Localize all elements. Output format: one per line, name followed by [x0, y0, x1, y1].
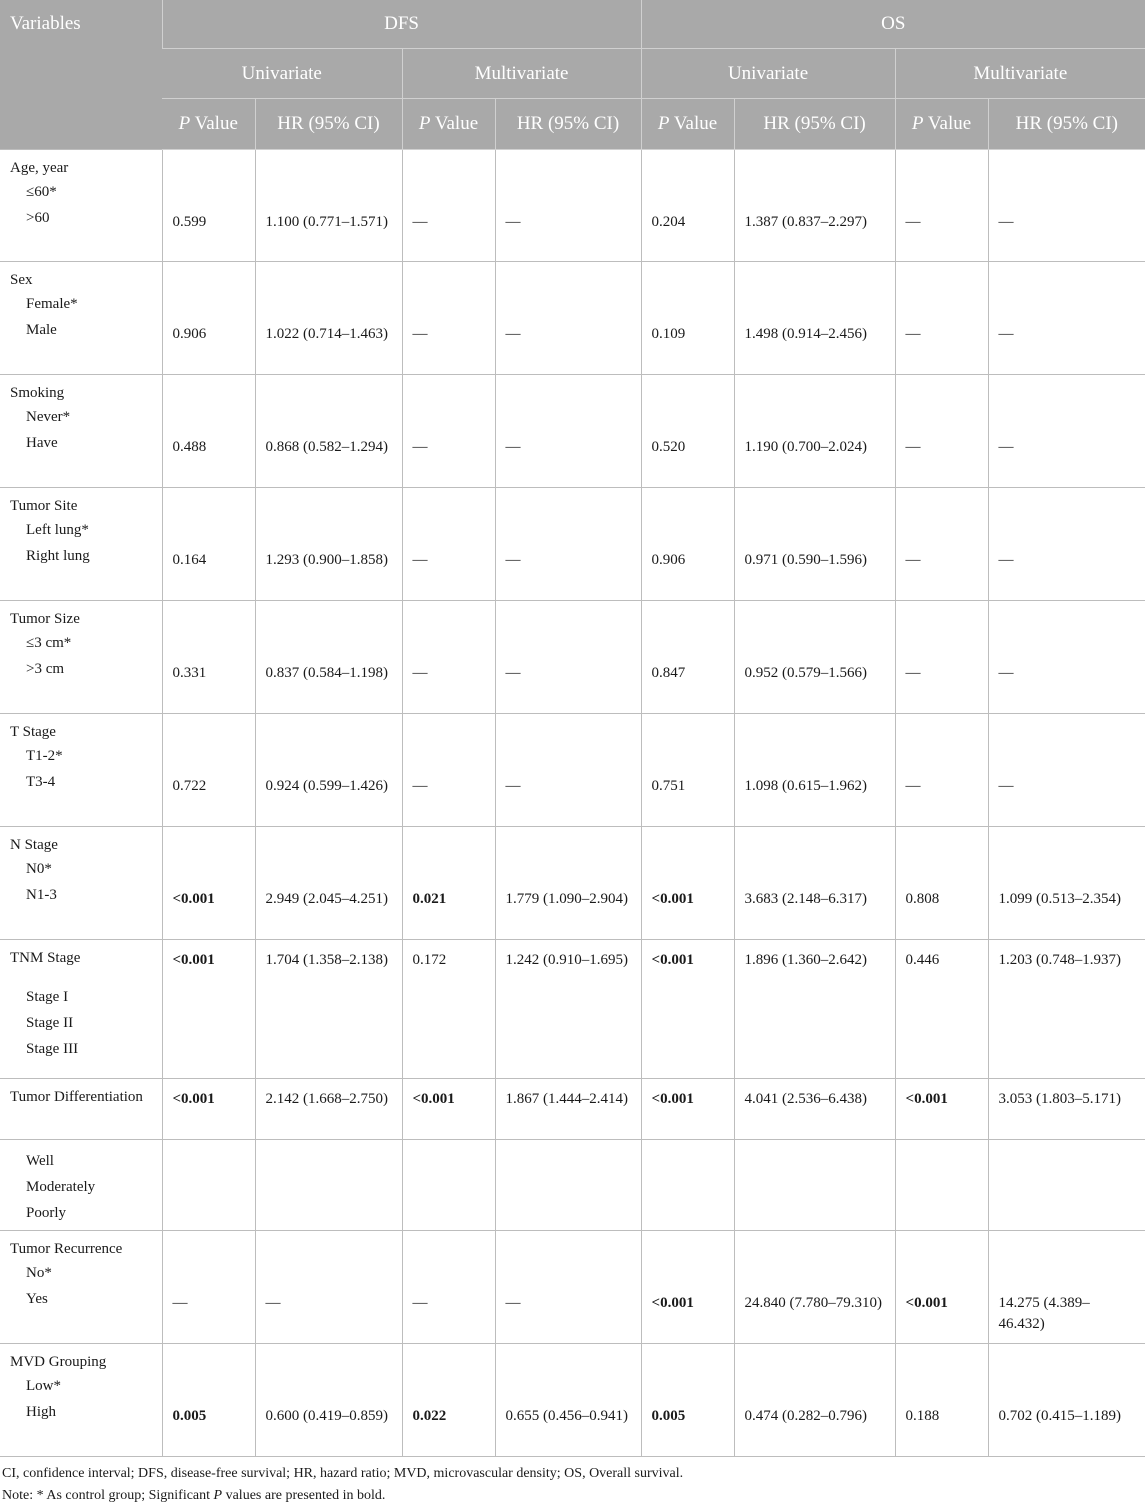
p-value: <0.001	[651, 1295, 694, 1311]
p-value-cell	[641, 940, 734, 1079]
hr-cell	[495, 714, 641, 827]
p-value: 0.808	[905, 891, 940, 907]
hr-cell	[255, 601, 402, 714]
header-p-value: P Value	[895, 99, 988, 150]
p-value: —	[412, 1295, 428, 1311]
p-value: —	[412, 552, 428, 568]
p-value: —	[905, 552, 921, 568]
footnote-note: Note: * As control group; Significant P values are presented in bold.	[2, 1488, 386, 1503]
p-value-cell	[402, 1231, 495, 1344]
hazard-ratio: 0.868 (0.582–1.294)	[265, 439, 388, 455]
hr-cell	[988, 1344, 1145, 1457]
p-value-cell	[895, 714, 988, 827]
hr-cell	[495, 488, 641, 601]
variable-level: Stage III	[26, 1041, 79, 1057]
p-value-cell	[402, 1079, 495, 1140]
header-os-univariate: Univariate	[641, 49, 895, 99]
hazard-ratio: 3.053 (1.803–5.171)	[998, 1091, 1122, 1107]
hr-cell	[734, 1344, 895, 1457]
variable-title: Tumor Differentiation	[10, 1089, 143, 1105]
variable-cell	[0, 150, 162, 262]
hr-cell	[495, 827, 641, 940]
variable-level: High	[26, 1404, 56, 1420]
p-value: —	[905, 665, 921, 681]
hazard-ratio: 24.840 (7.780–79.310)	[744, 1295, 883, 1311]
p-value-cell	[641, 601, 734, 714]
variable-level: >60	[26, 210, 50, 226]
hr-cell	[255, 827, 402, 940]
header-p-value: P Value	[402, 99, 495, 150]
p-value: 0.172	[412, 952, 447, 968]
p-value-cell	[895, 262, 988, 375]
hr-cell	[734, 1140, 895, 1231]
hr-cell	[988, 488, 1145, 601]
p-value-cell	[162, 601, 255, 714]
table-row	[0, 1079, 1145, 1140]
variable-level: ≤3 cm*	[26, 635, 72, 651]
p-value-cell	[162, 714, 255, 827]
header-dfs-univariate: Univariate	[162, 49, 402, 99]
table-row	[0, 1231, 1145, 1344]
hr-cell	[988, 1140, 1145, 1231]
variable-title: Age, year	[10, 160, 69, 176]
p-value-cell	[162, 1231, 255, 1344]
variable-title: TNM Stage	[10, 950, 81, 966]
hr-cell	[988, 714, 1145, 827]
p-value-cell	[402, 262, 495, 375]
p-value-cell	[895, 150, 988, 262]
hr-cell	[734, 714, 895, 827]
p-value: 0.331	[172, 665, 207, 681]
p-value-cell	[162, 1140, 255, 1231]
hazard-ratio: —	[998, 778, 1014, 794]
hazard-ratio: 1.293 (0.900–1.858)	[265, 552, 388, 568]
table-row	[0, 714, 1145, 827]
hazard-ratio: —	[505, 326, 521, 342]
p-value-cell	[402, 1140, 495, 1231]
hr-cell	[495, 375, 641, 488]
p-value-cell	[895, 1079, 988, 1140]
variable-title: Tumor Size	[10, 611, 80, 627]
hr-cell	[988, 150, 1145, 262]
hr-cell	[495, 1231, 641, 1344]
p-value: —	[412, 665, 428, 681]
p-value-cell	[402, 375, 495, 488]
p-value: 0.164	[172, 552, 207, 568]
hr-cell	[734, 1231, 895, 1344]
hazard-ratio: 1.242 (0.910–1.695)	[505, 952, 628, 968]
p-value: <0.001	[905, 1091, 948, 1107]
p-value: —	[412, 326, 428, 342]
p-value: —	[172, 1295, 188, 1311]
hr-cell	[495, 601, 641, 714]
p-value: <0.001	[172, 1091, 215, 1107]
hr-cell	[255, 1231, 402, 1344]
hr-cell	[988, 1231, 1145, 1344]
variable-cell	[0, 1140, 162, 1231]
p-value: 0.722	[172, 778, 207, 794]
variable-cell	[0, 827, 162, 940]
footnotes	[0, 1463, 1145, 1507]
header-p-value: P Value	[162, 99, 255, 150]
table-row	[0, 150, 1145, 262]
p-value: 0.446	[905, 952, 940, 968]
p-value-cell	[895, 827, 988, 940]
p-value-cell	[641, 1079, 734, 1140]
hazard-ratio: 2.142 (1.668–2.750)	[265, 1091, 388, 1107]
hr-cell	[988, 1079, 1145, 1140]
hr-cell	[734, 150, 895, 262]
p-value: 0.021	[412, 891, 447, 907]
p-value: —	[412, 439, 428, 455]
variable-level: No*	[26, 1265, 52, 1281]
table-row	[0, 1140, 1145, 1231]
variable-title: N Stage	[10, 837, 58, 853]
hr-cell	[255, 1079, 402, 1140]
hazard-ratio: —	[998, 326, 1014, 342]
p-value-cell	[641, 1344, 734, 1457]
hr-cell	[255, 1140, 402, 1231]
hazard-ratio: —	[505, 439, 521, 455]
table-row	[0, 488, 1145, 601]
p-value-cell	[641, 1231, 734, 1344]
hr-cell	[734, 488, 895, 601]
p-value-cell	[895, 1140, 988, 1231]
p-value-cell	[162, 262, 255, 375]
table-row	[0, 1344, 1145, 1457]
variable-level: T1-2*	[26, 748, 63, 764]
hazard-ratio: 0.837 (0.584–1.198)	[265, 665, 388, 681]
header-dfs: DFS	[162, 0, 641, 49]
hazard-ratio: 1.203 (0.748–1.937)	[998, 952, 1122, 968]
hazard-ratio: —	[505, 552, 521, 568]
variable-cell	[0, 940, 162, 1079]
hr-cell	[734, 262, 895, 375]
p-value-cell	[402, 827, 495, 940]
hr-cell	[495, 1140, 641, 1231]
variable-level: Have	[26, 435, 58, 451]
variable-title: Tumor Site	[10, 498, 78, 514]
hazard-ratio: —	[265, 1295, 281, 1311]
variable-title: Tumor Recurrence	[10, 1241, 123, 1257]
p-value: 0.109	[651, 326, 686, 342]
hr-cell	[734, 940, 895, 1079]
p-value-cell	[402, 488, 495, 601]
hazard-ratio: 1.867 (1.444–2.414)	[505, 1091, 628, 1107]
header-variables: Variables	[0, 0, 162, 150]
variable-level: Yes	[26, 1291, 48, 1307]
p-value-cell	[641, 488, 734, 601]
p-value: 0.488	[172, 439, 207, 455]
header-os-multivariate: Multivariate	[895, 49, 1145, 99]
header-hr: HR (95% CI)	[734, 99, 895, 150]
hr-cell	[255, 262, 402, 375]
p-value-cell	[162, 940, 255, 1079]
p-value: 0.204	[651, 214, 686, 230]
variable-title: MVD Grouping	[10, 1354, 107, 1370]
hazard-ratio: 1.704 (1.358–2.138)	[265, 952, 388, 968]
hazard-ratio: 1.100 (0.771–1.571)	[265, 214, 388, 230]
p-value-cell	[402, 940, 495, 1079]
hr-cell	[988, 601, 1145, 714]
p-value: <0.001	[172, 891, 215, 907]
hr-cell	[734, 827, 895, 940]
hazard-ratio: 0.702 (0.415–1.189)	[998, 1408, 1122, 1424]
footnote-abbreviations: CI, confidence interval; DFS, disease-free survival; HR, hazard ratio; MVD, microvascular density; OS, Overall survival.	[2, 1466, 684, 1481]
variable-title: T Stage	[10, 724, 56, 740]
hazard-ratio: 14.275 (4.389–46.432)	[998, 1295, 1090, 1332]
variable-cell	[0, 375, 162, 488]
p-value: —	[905, 778, 921, 794]
p-value-cell	[162, 488, 255, 601]
hr-cell	[255, 1344, 402, 1457]
table-row	[0, 601, 1145, 714]
p-value-cell	[641, 827, 734, 940]
hazard-ratio: —	[998, 665, 1014, 681]
p-value-cell	[162, 1079, 255, 1140]
hazard-ratio: 1.779 (1.090–2.904)	[505, 891, 628, 907]
hazard-ratio: 0.600 (0.419–0.859)	[265, 1408, 388, 1424]
hr-cell	[495, 1344, 641, 1457]
p-value-cell	[641, 1140, 734, 1231]
hazard-ratio: 4.041 (2.536–6.438)	[744, 1091, 868, 1107]
p-value-cell	[162, 150, 255, 262]
variable-level: T3-4	[26, 774, 56, 790]
header-hr: HR (95% CI)	[495, 99, 641, 150]
hr-cell	[734, 375, 895, 488]
variable-level: N0*	[26, 861, 52, 877]
p-value: 0.188	[905, 1408, 940, 1424]
variable-level: N1-3	[26, 887, 57, 903]
variable-cell	[0, 714, 162, 827]
p-value-cell	[162, 1344, 255, 1457]
hazard-ratio: —	[998, 439, 1014, 455]
header-hr: HR (95% CI)	[255, 99, 402, 150]
p-value: <0.001	[651, 952, 694, 968]
hr-cell	[495, 940, 641, 1079]
hazard-ratio: —	[998, 214, 1014, 230]
hr-cell	[988, 375, 1145, 488]
hr-cell	[495, 1079, 641, 1140]
p-value: <0.001	[905, 1295, 948, 1311]
variable-level: Female*	[26, 296, 78, 312]
p-value-cell	[402, 601, 495, 714]
hazard-ratio: 0.474 (0.282–0.796)	[744, 1408, 868, 1424]
hr-cell	[255, 488, 402, 601]
hazard-ratio: 1.022 (0.714–1.463)	[265, 326, 388, 342]
hazard-ratio: 0.924 (0.599–1.426)	[265, 778, 388, 794]
variable-level: Male	[26, 322, 57, 338]
p-value: 0.847	[651, 665, 686, 681]
variable-level: >3 cm	[26, 661, 65, 677]
header-os: OS	[641, 0, 1145, 49]
hr-cell	[495, 262, 641, 375]
p-value-cell	[641, 375, 734, 488]
table-row	[0, 262, 1145, 375]
p-value: —	[412, 778, 428, 794]
p-value: 0.906	[651, 552, 686, 568]
variable-cell	[0, 601, 162, 714]
hr-cell	[255, 150, 402, 262]
p-value-cell	[895, 601, 988, 714]
p-value: 0.599	[172, 214, 207, 230]
variable-level: Never*	[26, 409, 71, 425]
hazard-ratio: —	[505, 778, 521, 794]
variable-level: Left lung*	[26, 522, 89, 538]
header-dfs-multivariate: Multivariate	[402, 49, 641, 99]
p-value-cell	[641, 262, 734, 375]
p-value-cell	[402, 1344, 495, 1457]
hazard-ratio: 1.098 (0.615–1.962)	[744, 778, 868, 794]
p-value: <0.001	[651, 1091, 694, 1107]
table-row	[0, 375, 1145, 488]
hr-cell	[255, 375, 402, 488]
variable-cell	[0, 1231, 162, 1344]
p-value: —	[905, 214, 921, 230]
p-value: <0.001	[412, 1091, 455, 1107]
p-value-cell	[895, 940, 988, 1079]
p-value: —	[412, 214, 428, 230]
p-value-cell	[162, 827, 255, 940]
variable-cell	[0, 488, 162, 601]
p-value-cell	[895, 488, 988, 601]
hr-cell	[734, 1079, 895, 1140]
hazard-ratio: 1.099 (0.513–2.354)	[998, 891, 1122, 907]
hr-cell	[988, 827, 1145, 940]
variable-cell	[0, 1344, 162, 1457]
p-value: —	[905, 326, 921, 342]
variable-level: Moderately	[26, 1179, 96, 1195]
hr-cell	[734, 601, 895, 714]
p-value: 0.520	[651, 439, 686, 455]
hazard-ratio: —	[505, 214, 521, 230]
hazard-ratio: 0.952 (0.579–1.566)	[744, 665, 868, 681]
hazard-ratio: 0.971 (0.590–1.596)	[744, 552, 868, 568]
hr-cell	[255, 714, 402, 827]
variable-title: Sex	[10, 272, 33, 288]
hazard-ratio: 1.190 (0.700–2.024)	[744, 439, 868, 455]
hazard-ratio: —	[505, 665, 521, 681]
variable-level: Stage II	[26, 1015, 74, 1031]
p-value-cell	[162, 375, 255, 488]
variable-level: Poorly	[26, 1205, 67, 1221]
p-value-cell	[641, 150, 734, 262]
p-value: 0.906	[172, 326, 207, 342]
p-value-cell	[895, 1231, 988, 1344]
header-p-value: P Value	[641, 99, 734, 150]
p-value: 0.751	[651, 778, 686, 794]
variable-level: Well	[26, 1153, 54, 1169]
table-row	[0, 940, 1145, 1079]
hazard-ratio: 2.949 (2.045–4.251)	[265, 891, 388, 907]
header-hr: HR (95% CI)	[988, 99, 1145, 150]
hazard-ratio: 1.387 (0.837–2.297)	[744, 214, 868, 230]
variable-cell	[0, 1079, 162, 1140]
table-row	[0, 827, 1145, 940]
hazard-ratio: —	[998, 552, 1014, 568]
p-value-cell	[402, 150, 495, 262]
p-value-cell	[895, 1344, 988, 1457]
variable-level: Right lung	[26, 548, 90, 564]
hazard-ratio: 0.655 (0.456–0.941)	[505, 1408, 628, 1424]
hazard-ratio: 1.498 (0.914–2.456)	[744, 326, 868, 342]
variable-level: ≤60*	[26, 184, 57, 200]
hazard-ratio: 1.896 (1.360–2.642)	[744, 952, 868, 968]
p-value: —	[905, 439, 921, 455]
p-value: 0.005	[651, 1408, 686, 1424]
p-value-cell	[402, 714, 495, 827]
p-value-cell	[641, 714, 734, 827]
p-value: <0.001	[651, 891, 694, 907]
variable-level: Low*	[26, 1378, 61, 1394]
hr-cell	[495, 150, 641, 262]
hr-cell	[988, 940, 1145, 1079]
hr-cell	[988, 262, 1145, 375]
variable-cell	[0, 262, 162, 375]
hazard-ratio: —	[505, 1295, 521, 1311]
variable-level: Stage I	[26, 989, 69, 1005]
p-value-cell	[895, 375, 988, 488]
p-value: 0.005	[172, 1408, 207, 1424]
p-value: 0.022	[412, 1408, 447, 1424]
hazard-ratio: 3.683 (2.148–6.317)	[744, 891, 868, 907]
hr-cell	[255, 940, 402, 1079]
p-value: <0.001	[172, 952, 215, 968]
variable-title: Smoking	[10, 385, 65, 401]
